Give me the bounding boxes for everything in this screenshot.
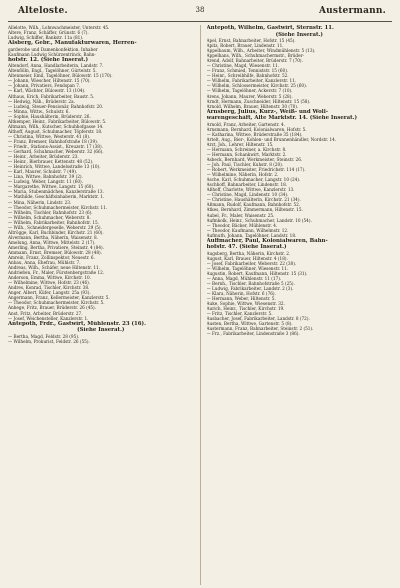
directory-entry: — Lina, Wittwe, Bahnhofstr. 39 (2). <box>8 174 83 180</box>
directory-entry: warengeschäft, Alte Marktstr. 14. (Siehe Inserat.) <box>206 115 358 122</box>
directory-entry: — Wilhelm, Fabrikarbeiter, Kanzlerstr. 11. <box>206 78 297 84</box>
directory-entry: — Christine, Magd, Lindenstr. 10 (34). <box>206 192 289 198</box>
directory-entry: — Klara, Näherin, Hofstr. 6 (76). <box>206 291 276 297</box>
directory-entry: — Johann, Privatiers, Fendspan 7. <box>8 83 81 89</box>
directory-entry: Arnold, Wilhelm, Brauer, Hiltenstr. 30 (70). <box>206 103 299 109</box>
directory-entry: Anger, Albert, Küfer, Langstr. 25a (93). <box>8 290 91 296</box>
directory-entry: Arens, Johann, Maurer, Weberstr. 5 (28). <box>206 93 293 99</box>
directory-entry: — Wilhelm, Fabrikarbeiter, Bahnhofstr. 15. <box>8 219 100 225</box>
directory-entry: Augustin, Robert, Kaufmann, Hiltenstr. 15 (31). <box>206 270 308 276</box>
directory-entry: Antepoth, Frdr., Gastwirt, Mühlenstr. 23 (16). <box>8 320 146 327</box>
directory-entry: — Christine, Haushälterin, Kirchstr. 21 (34). <box>206 197 301 203</box>
directory-entry: Antepoth, Wilhelm, Gastwirt, Sternstr. 11. <box>206 25 334 31</box>
directory-entry: — Frz., Fabrikarbeiter, Lindenstraße 3 (86). <box>206 331 300 337</box>
directory-entry: Andreas, Wilh., Schäfer, neue Hiltenstr. 11. <box>8 265 100 271</box>
directory-entry: Austermann, Franz, Bahnarbeiter, Steinstr. 2 (51). <box>206 326 314 332</box>
directory-entry: — Wilhelm, Tischler, Bahnhofstr. 23 (6). <box>8 209 93 215</box>
directory-entry: — Heinr., Arbeiter, Brüderstr. 23. <box>8 154 79 160</box>
directory-entry: — Bertha, Magd, Feldstr. 28 (95). <box>8 333 80 339</box>
directory-entry: — Mina, Näherin, Lindstr. 23. <box>8 199 72 205</box>
directory-entry: — Hermann, Weber, Hiltenstr. 5. <box>206 296 276 302</box>
directory-entry: Austen, Bertha, Wittwe, Gartenstr. 5 (8). <box>206 321 293 327</box>
directory-entry: — Fritz, Tischler, Kanzlerstr. 5. <box>206 311 273 317</box>
directory-entry: Arndt, Hermann, Zuschneider, Hiltenstr. 15 (58). <box>206 98 311 104</box>
directory-entry: Aschhoff, Bahnarbeiter, Lindenstr. 18. <box>206 182 288 188</box>
directory-entry: Altkemper, Heinr., Fabrikarbeiter, Bülowstr. 5. <box>8 118 107 124</box>
directory-entry: Alvermann, Bertha, Näherin, Waisenstr. 8. <box>8 234 98 240</box>
directory-entry: Ammann, Ernst, Bremser, Bülowstr. 28 (48). <box>8 249 102 255</box>
directory-entry: — Anna, Magd, Mühlenstr. 11 (17). <box>206 275 282 281</box>
directory-entry: Aurich, Heinr., Tischler, Kirchstr. 19. <box>206 306 285 312</box>
directory-entry: Apel, Ernst, Bahnarbeiter, Hofstr. 15 (45). <box>206 38 296 43</box>
directory-entry: — Robert, Werkmeister, Friedrichstr. 114 (17). <box>206 167 306 173</box>
directory-entry: Althoff, August, Schuhmacher, Töpferstr. 18. <box>8 128 103 134</box>
directory-entry: Altere, Franz, Schäffer, Grünstr. 6 (7). <box>8 30 89 36</box>
directory-entry: — Christine, Magd, Wiesenstr. 11. <box>206 63 280 69</box>
directory-entry: — Franz, Schmied, Tenniststr. 15 (60). <box>206 68 289 74</box>
page-number: 38 <box>195 6 205 14</box>
directory-entry: — Hermann, Schreiner, a. Kirchstr. 8. <box>206 146 287 152</box>
directory-entry: Arnold, Franz, Arbeiter, Gartenstr. 4. <box>206 121 286 127</box>
directory-entry: Angermann, Franz, Kellermeister, Kanzlerstr. 5. <box>8 295 110 301</box>
directory-entry: Altendorf, Anna, Handlarbeiterin, Landstr. 7. <box>8 63 104 69</box>
directory-entry: Anst, Fritz, Arbeiter, Brüderstr. 27. <box>8 310 83 316</box>
directory-entry: Anhege, Fritz, Brauer, Brüderstr. 26 (45). <box>8 305 97 311</box>
directory-entry: Altenmeier, Emil, Tagelöhner, Bülowstr. 15 (170). <box>8 73 113 79</box>
directory-entry: — Katharina, Wittwe, Brüderstraße 35 (184). <box>206 131 303 137</box>
directory-entry: — Wilhelm, Tagelöhner, Ackerstr. 7 (10). <box>206 88 293 94</box>
directory-entry: Aubel, Fr., Maler, Waisenstr. 25. <box>206 212 275 218</box>
directory-entry: — Friedr., Stations-Assist., Kreuzstr. 17 (38). <box>8 143 103 149</box>
directory-entry: Arnsberg, Julius, Kurz-, Weiß- und Woll- <box>206 108 329 115</box>
directory-entry: Aufmkolk, Heinr., Schuhmacher, Landstr. 10 (54). <box>206 217 312 223</box>
directory-entry: Amelung, Anna, Wittwe, Mittelstr. 2 (17). <box>8 239 96 245</box>
entry-columns <box>8 25 392 585</box>
directory-entry: — Sophie, Haushälterin, Brüderstr. 26. <box>8 113 91 119</box>
directory-entry: — Wilhelm, Tagelöhner, Wiesenstr. 11. <box>206 265 289 271</box>
directory-entry: — Maria, Stubenmädchen, Kanzlerstraße 13. <box>8 189 104 195</box>
directory-entry: — Ludwig, Fabrikarbeiter, Landstr. 2 (3). <box>206 286 294 292</box>
directory-entry: — Wilh., Schneidergeselle, Weberstr. 29 (5). <box>8 224 102 230</box>
column-divider <box>200 25 201 585</box>
directory-entry: — Karl, Maurer, Schulstr. 7 (49). <box>8 169 78 175</box>
directory-entry: Altenfölln, Engl., Tagelöhner, Gürtelstr. 5. <box>8 68 97 74</box>
directory-entry: — Johann, Wiescher, Hiltenstr. 15 (70). <box>8 78 91 84</box>
directory-entry: Allelotte, Wilh., Lohnwachmeister, Unterstr. 45. <box>8 25 110 30</box>
directory-entry: — Ludwig, Steuer-Pensionär, Bahnhofstr. 20. <box>8 103 104 109</box>
directory-entry: Appelbaum, Wilh., Arbeiter, Windmühlenstr. 5 (13). <box>206 48 316 54</box>
directory-entry: Andrießen, Fr., Maler, Fürstenbergstraße 12. <box>8 270 105 276</box>
directory-entry: — Ludwig, Weber, Langstr. 11 (60). <box>8 179 84 185</box>
directory-entry: hofstr. 12. (Siehe Inserat.) <box>8 56 89 63</box>
directory-entry: — Heinr., Bierbrauer, Kettenstr. 48 (52). <box>8 159 94 165</box>
directory-entry: Altrögge, Karl, Buchbinder, Kirchstr. 21 (60). <box>8 229 104 235</box>
directory-entry: Asbeck, Bernhard, Werkmeister, Steinstr. 26. <box>206 156 303 162</box>
directory-entry: — Karl, Wächter, Bülowstr. 13 (104). <box>8 88 86 94</box>
directory-entry: — Hedwig, Näh., Brüderstr. 2a. <box>8 98 75 104</box>
directory-entry: garderobe und Damenkonfektion. Inhaber <box>8 46 98 52</box>
directory-entry: — Theodor, Kaufmann, Wilhelmstr. 12. <box>206 227 289 233</box>
directory-entry: Anbau, Anna, Ehefrau, Mühlstr. 7. <box>8 260 81 266</box>
right-column <box>207 25 393 585</box>
directory-entry: Augsberg, Bertha, Näherin, Kirchstr. 2. <box>206 250 291 256</box>
directory-entry: — Gerhard, Schuhmacher, Weberstr. 32 (66). <box>8 149 104 155</box>
header-rule <box>8 21 392 22</box>
directory-entry: — Theodor, Schuhmachermeister, Kirchstr. 5. <box>8 300 105 306</box>
directory-entry: Aßhoff, Charlotte, Wittwe, Kanzlerstr. 13. <box>206 187 295 193</box>
directory-entry: — Josef, Weichensteller, Kanzlerstr. 1. <box>8 315 89 321</box>
directory-entry: — Minna, Wittw., Schulstr. 6. <box>8 108 70 114</box>
directory-entry: Aßmann, Rudolf, Kaufmann, Bahnhofstr. 52. <box>206 202 301 208</box>
directory-entry: Artelt, Aug., Bier-, Kohlen- und Brunnenhändler, Nordstr. 14. <box>206 136 337 142</box>
left-column <box>8 25 194 585</box>
directory-entry: Amrein, Franz, Zollinspektor, Neuestr. 6. <box>8 255 95 261</box>
directory-entry: Anderson, Emma, Wittwe, Kirchstr. 10. <box>8 275 91 281</box>
header-right-keyword: Austermann. <box>319 6 386 16</box>
directory-entry: Arend, Adolf, Bahnarbeiter, Brüderstr. 7 (70). <box>206 58 303 64</box>
directory-entry: — Margarethe, Wittwe, Langstr. 15 (60). <box>8 184 95 190</box>
directory-entry: Asche, Karl, Schuhmacher, Langstr. 10 (24). <box>206 177 301 183</box>
directory-entry: — Bernh., Tischler, Bahnhofstraße 5 (25). <box>206 281 295 287</box>
directory-entry: Auke, Sophie, Wittwe, Wiesenstr. 32. <box>206 301 285 307</box>
header-left-keyword: Alteloste. <box>18 6 68 16</box>
directory-entry: Atkes, Bernhard, Zimmermann, Hiltenstr. 15. <box>206 207 303 213</box>
directory-entry: — Heinrich, Wittwe, Landelsstraße 13 (10). <box>8 164 101 170</box>
directory-entry: Aufmuth, Johann, Tagelöhner, Landstr. 18. <box>206 232 297 238</box>
directory-entry: Arzt, Joh., Lehrer, Hiltenstr. 15. <box>206 141 274 147</box>
directory-entry: hofstr. 47. (Siehe Inserat.) <box>206 244 287 251</box>
directory-entry: — Hermann, Schankwirt, Marktstr. 2. <box>206 151 287 157</box>
directory-entry: Appelhans, Wilh., Schuhmachermstr., Brüder- <box>206 53 304 59</box>
directory-entry: — Heinr., Schreibhilfe, Bahnhofstr. 52. <box>206 73 289 79</box>
directory-entry: — Josef, Fabrikarbeiter, Weberstr. 22 (38). <box>206 260 297 266</box>
page-header <box>8 6 392 20</box>
directory-entry: — Wilhelmine, Näherin, Hofstr. 2. <box>206 172 279 178</box>
directory-entry: — Theodor, Bäcker, Mühlenstr. 4. <box>206 222 278 228</box>
directory-entry: — Mathilde, Geschäftsinhaberin, Marktstr. 1. <box>8 194 105 200</box>
directory-entry: Alsberg, Gebr., Manufakturwaren, Herren- <box>8 40 137 47</box>
directory-entry: Auffmacher, Paul, Kolonialwaren, Bahn- <box>206 237 328 244</box>
directory-entry: — Joh. Paul, Tischler, Kuhstr. 8 (20). <box>206 162 284 168</box>
directory-entry: Andres, Konrad, Tischler, Kirchstr. 38. <box>8 285 90 291</box>
directory-entry: Ausbacher, Josef, Fabrikarbeiter, Landstr. 8 (72). <box>206 316 310 322</box>
directory-entry: Althaus, Erich, Fabrikarbeiter, Baustr. 5. <box>8 93 95 99</box>
directory-entry: — Wilhelm, Prokurist, Feldstr. 26 (55). <box>8 338 90 344</box>
inserat-note: (Siehe Inserat.) <box>275 31 323 38</box>
directory-entry: — Wilhelm, Schlossermeister, Kirchstr. 25 (60). <box>206 83 308 89</box>
inserat-note: (Siehe Inserat.) <box>77 327 125 334</box>
directory-entry: Kaufmann Ludwig Schürzentrinck, Bahn- <box>8 51 96 57</box>
directory-entry: Altmann, Wilh., Kutscher, Schuhhofgasse 14. <box>8 123 104 129</box>
directory-entry: — Christina, Wittwe, Westerstr. 41 (8). <box>8 133 91 139</box>
directory-entry: Amerling, Bertha, Privatiere, Steinstr. 4 (84). <box>8 244 104 250</box>
directory-entry: — Wilhelmine, Wittwe, Hofstr. 23 (46). <box>8 280 91 286</box>
directory-entry: — Franz, Bremser, Bahnhofstraße 18 (39). <box>8 138 99 144</box>
directory-entry: August, Karl, Brauer, Hiltenstr. 4 (18). <box>206 255 288 261</box>
directory-entry: — Theodor, Schuhmachermeister, Kirchstr. 11. <box>8 204 108 210</box>
directory-entry: — Wilhelm, Schuhmacher, Weberstr. 8. <box>8 214 91 220</box>
directory-entry: Arnsmann, Bernhard, Kolonialwaren, Hofstr. 5. <box>206 126 307 132</box>
directory-entry: Ludwig, Schiffer, Bankstr. 11a (81). <box>8 35 84 41</box>
directory-entry: Apitz, Robert, Brauer, Lindenstr. 11. <box>206 43 284 49</box>
